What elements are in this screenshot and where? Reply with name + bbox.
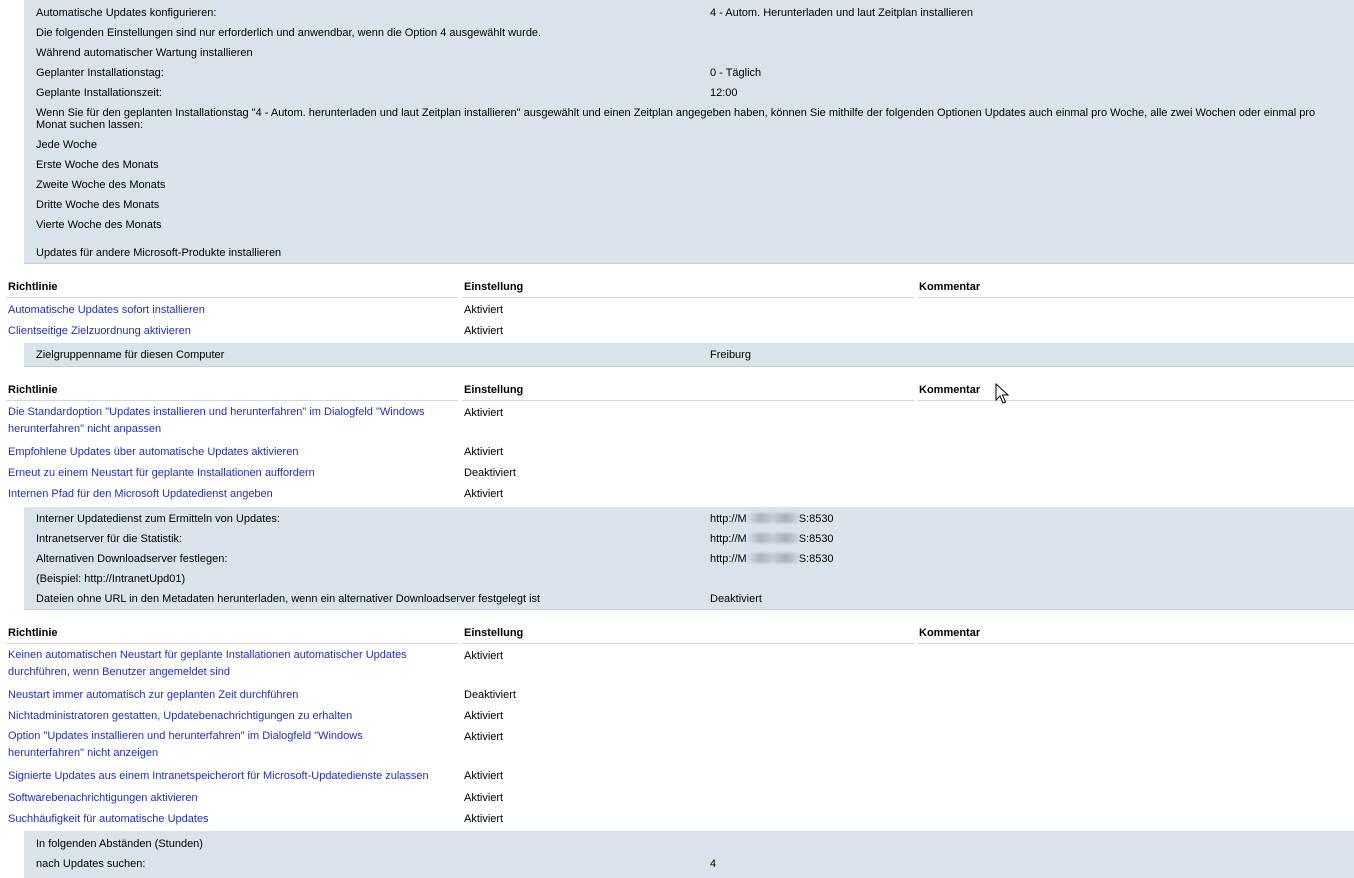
column-header-policy: Richtlinie [8,281,58,293]
divider [6,643,458,644]
policy-setting: Aktiviert [464,710,504,722]
policy-setting: Aktiviert [464,304,504,316]
column-header-comment: Kommentar [919,627,981,639]
panel-label: Automatische Updates konfigurieren: [36,7,217,19]
mouse-cursor-icon [995,383,1011,405]
column-header-comment: Kommentar [919,281,981,293]
panel-label: Dritte Woche des Monats [36,199,160,211]
panel-value: 12:00 [710,87,738,99]
policy-link[interactable]: Suchhäufigkeit für automatische Updates [8,813,209,825]
policy-setting: Aktiviert [464,446,504,458]
divider [462,400,914,401]
column-header-policy: Richtlinie [8,384,58,396]
panel-label: In folgenden Abständen (Stunden) [36,838,203,850]
redacted-mark [747,533,799,543]
policy-setting: Aktiviert [464,325,504,337]
policy-setting: Deaktiviert [464,467,516,479]
panel-label: Zielgruppenname für diesen Computer [36,349,225,361]
panel-label: Geplante Installationszeit: [36,87,162,99]
panel-label: nach Updates suchen: [36,858,146,870]
policy-setting: Aktiviert [464,770,504,782]
policy-link[interactable]: Softwarebenachrichtigungen aktivieren [8,792,198,804]
policy-link[interactable]: Option "Updates installieren und herunterfahren" im Dialogfeld "Windows herunterfahren" nicht anzeigen [8,730,363,759]
column-header-setting: Einstellung [464,627,524,639]
update-config-panel [24,0,1354,264]
policy-link[interactable]: Automatische Updates sofort installieren [8,304,205,316]
search-frequency-panel [24,831,1354,878]
panel-label: Intranetserver für die Statistik: [36,533,183,545]
divider [462,643,914,644]
panel-label: Interner Updatedienst zum Ermitteln von Updates: [36,513,280,525]
policy-setting: Aktiviert [464,792,504,804]
panel-label: Wenn Sie für den geplanten Installationstag "4 - Autom. herunterladen und laut Zeitplan installieren" ausgewählt und einen Zeitplan angegeben haben, können Sie mithilfe der folgenden Optionen Updates auch einmal pro Woche, alle zwei Wochen oder einmal pro Monat suchen lassen: [36,107,1316,131]
divider [6,400,458,401]
update-service-panel [24,507,1354,610]
policy-link[interactable]: Internen Pfad für den Microsoft Updatedienst angeben [8,488,273,500]
panel-value: http://M S:8530 [710,513,834,525]
policy-link[interactable]: Neustart immer automatisch zur geplanten Zeit durchführen [8,689,299,701]
divider [917,297,1354,298]
panel-value: http://M S:8530 [710,553,834,565]
panel-label: Alternativen Downloadserver festlegen: [36,553,228,565]
panel-label: Jede Woche [36,139,97,151]
panel-value: http://M S:8530 [710,533,834,545]
redacted-mark [747,513,799,523]
divider [462,297,914,298]
panel-value: 4 [710,858,717,870]
policy-link[interactable]: Erneut zu einem Neustart für geplante Installationen auffordern [8,467,315,479]
policy-link[interactable]: Die Standardoption "Updates installieren und herunterfahren" im Dialogfeld "Windows herunterfahren" nicht anpassen [8,406,425,435]
policy-link[interactable]: Keinen automatischen Neustart für geplante Installationen automatischer Updates durchführen, wenn Benutzer angemeldet sind [8,649,407,678]
redacted-mark [747,553,799,563]
policy-setting: Aktiviert [464,813,504,825]
panel-value: Deaktiviert [710,593,762,605]
panel-label: Erste Woche des Monats [36,159,159,171]
panel-label: Während automatischer Wartung installieren [36,47,253,59]
panel-value: 4 - Autom. Herunterladen und laut Zeitplan installieren [710,7,973,19]
column-header-policy: Richtlinie [8,627,58,639]
panel-label: Dateien ohne URL in den Metadaten herunterladen, wenn ein alternativer Downloadserver festgelegt ist [36,593,541,605]
column-header-setting: Einstellung [464,384,524,396]
panel-label: Zweite Woche des Monats [36,179,166,191]
policy-setting: Aktiviert [464,731,504,743]
column-header-setting: Einstellung [464,281,524,293]
policy-link[interactable]: Empfohlene Updates über automatische Updates aktivieren [8,446,299,458]
panel-value: Freiburg [710,349,751,361]
panel-value: 0 - Täglich [710,67,762,79]
panel-label: (Beispiel: http://IntranetUpd01) [36,573,186,585]
panel-label: Geplanter Installationstag: [36,67,164,79]
divider [6,297,458,298]
policy-setting: Aktiviert [464,407,504,419]
panel-label: Updates für andere Microsoft-Produkte installieren [36,247,282,259]
target-group-panel [24,343,1354,367]
policy-link[interactable]: Signierte Updates aus einem Intranetspeicherort für Microsoft-Updatedienste zulassen [8,770,429,782]
column-header-comment: Kommentar [919,384,981,396]
policy-setting: Deaktiviert [464,689,516,701]
divider [917,643,1354,644]
policy-setting: Aktiviert [464,488,504,500]
divider [917,400,1354,401]
panel-label: Vierte Woche des Monats [36,219,162,231]
policy-link[interactable]: Clientseitige Zielzuordnung aktivieren [8,325,191,337]
policy-link[interactable]: Nichtadministratoren gestatten, Updatebenachrichtigungen zu erhalten [8,710,353,722]
policy-setting: Aktiviert [464,650,504,662]
panel-label: Die folgenden Einstellungen sind nur erforderlich und anwendbar, wenn die Option 4 ausgewählt wurde. [36,27,542,39]
